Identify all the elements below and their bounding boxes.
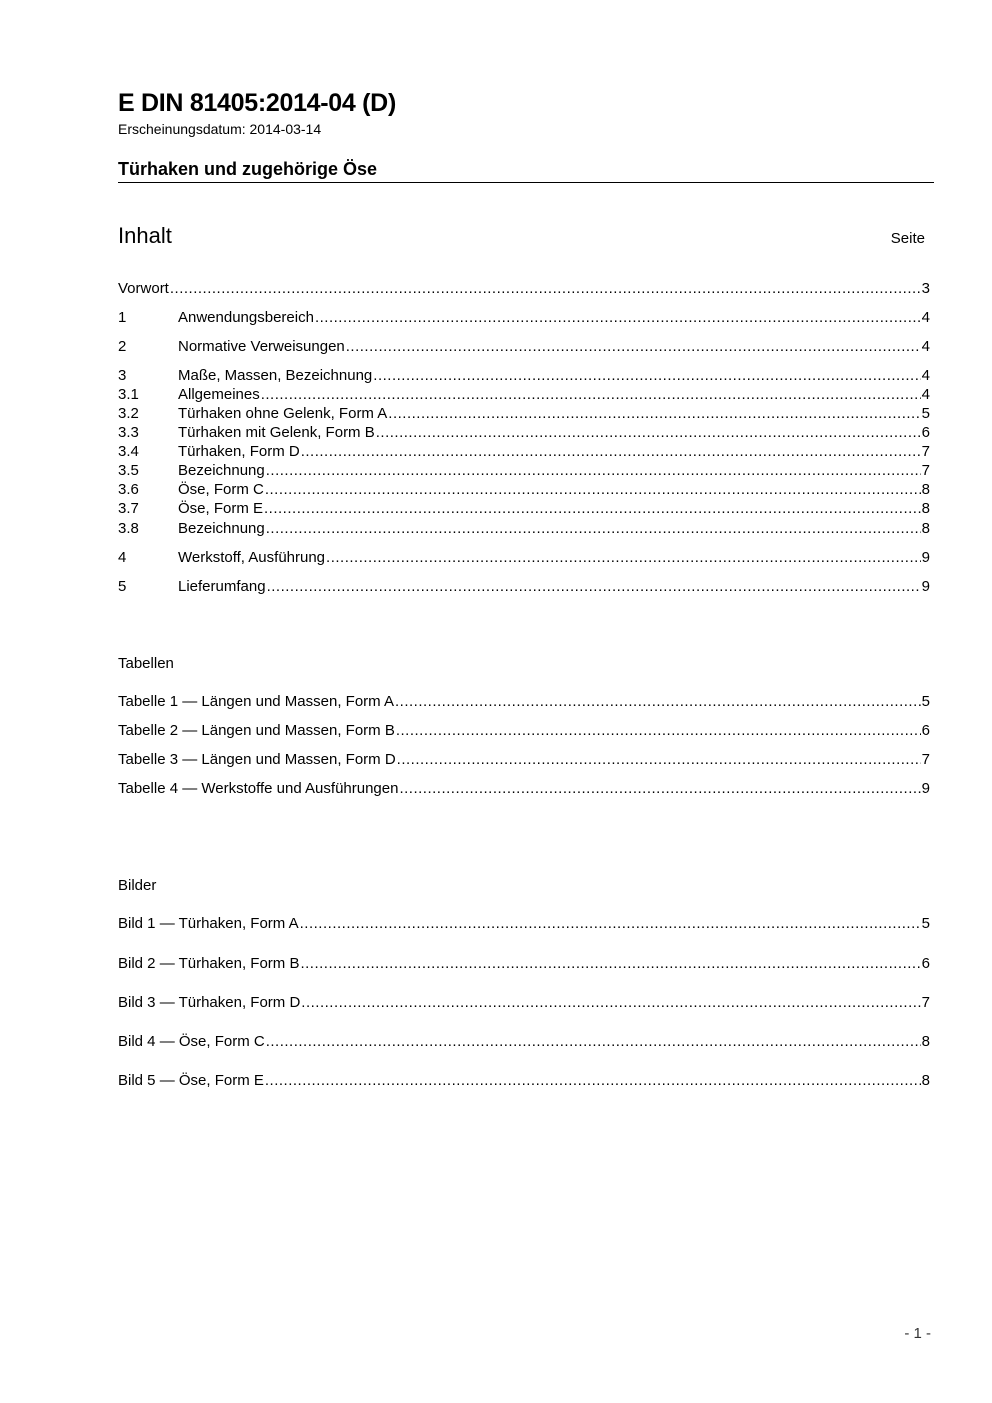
toc-entry[interactable]: [118, 423, 930, 442]
figure-entry-title: Bild 1 — Türhaken, Form A: [118, 915, 299, 932]
toc-entry[interactable]: [118, 461, 930, 480]
figure-entry-page: 8: [921, 1072, 930, 1089]
toc-entry[interactable]: [118, 480, 930, 499]
dot-leader: [376, 423, 921, 442]
dot-leader: [396, 721, 921, 740]
toc-entry-title: Werkstoff, Ausführung: [178, 549, 326, 566]
dot-leader: [264, 499, 921, 518]
toc-entry-title: Anwendungsbereich: [178, 309, 314, 326]
toc-entry-page: 3: [921, 280, 930, 297]
table-entry-page: 7: [921, 751, 930, 768]
table-entry-page: 6: [921, 722, 930, 739]
document-id: E DIN 81405:2014-04 (D): [118, 89, 396, 117]
figure-entry-page: 5: [921, 915, 930, 932]
toc-entry-title: Lieferumfang: [178, 578, 266, 595]
table-entry-title: Tabelle 2 — Längen und Massen, Form B: [118, 722, 395, 739]
toc-entry-number: 3.5: [118, 462, 139, 479]
toc-entry[interactable]: [118, 519, 930, 538]
dot-leader: [266, 519, 921, 538]
page-number: - 1 -: [904, 1325, 931, 1342]
dot-leader: [267, 577, 921, 596]
toc-entry-title: Maße, Massen, Bezeichnung: [178, 367, 373, 384]
figure-entry[interactable]: [118, 1071, 930, 1090]
dot-leader: [265, 1071, 921, 1090]
toc-entry-page: 4: [921, 309, 930, 326]
toc-entry-page: 9: [921, 549, 930, 566]
toc-entry[interactable]: [118, 404, 930, 423]
toc-entry[interactable]: [118, 385, 930, 404]
toc-entry-number: 3: [118, 367, 127, 384]
release-date: Erscheinungsdatum: 2014-03-14: [118, 121, 322, 137]
figure-entry-title: Bild 2 — Türhaken, Form B: [118, 955, 300, 972]
toc-entry-number: 5: [118, 578, 127, 595]
toc-heading: Inhalt: [118, 223, 172, 248]
toc-entry[interactable]: [118, 577, 930, 596]
figures-caption: Bilder: [118, 877, 157, 894]
toc-entry-number: 1: [118, 309, 127, 326]
table-entry-page: 5: [921, 693, 930, 710]
toc-entry-vorwort[interactable]: [118, 279, 930, 298]
tables-caption: Tabellen: [118, 655, 174, 672]
toc-entry-number: 3.7: [118, 500, 139, 517]
dot-leader: [301, 993, 920, 1012]
toc-entry[interactable]: [118, 442, 930, 461]
dot-leader: [170, 279, 921, 298]
figure-entry[interactable]: [118, 993, 930, 1012]
figure-entry-page: 7: [921, 994, 930, 1011]
toc-entry-title: Öse, Form C: [178, 481, 264, 498]
toc-entry-title: Allgemeines: [178, 386, 260, 403]
title-divider: [118, 182, 934, 183]
figure-entry[interactable]: [118, 1032, 930, 1051]
toc-entry-page: 4: [921, 367, 930, 384]
toc-entry-number: 3.2: [118, 405, 139, 422]
dot-leader: [300, 954, 920, 973]
dot-leader: [266, 461, 921, 480]
dot-leader: [301, 442, 921, 461]
toc-entry-page: 8: [921, 520, 930, 537]
figure-entry-title: Bild 4 — Öse, Form C: [118, 1033, 265, 1050]
toc-entry-number: 3.6: [118, 481, 139, 498]
page-column-label: Seite: [890, 230, 925, 247]
toc-entry-page: 7: [921, 462, 930, 479]
document-title: Türhaken und zugehörige Öse: [118, 159, 378, 179]
dot-leader: [265, 480, 921, 499]
table-entry[interactable]: [118, 779, 930, 798]
figure-entry-title: Bild 3 — Türhaken, Form D: [118, 994, 301, 1011]
dot-leader: [373, 366, 920, 385]
dot-leader: [399, 779, 920, 798]
figure-entry-title: Bild 5 — Öse, Form E: [118, 1072, 264, 1089]
table-entry-page: 9: [921, 780, 930, 797]
toc-entry-number: 2: [118, 338, 127, 355]
table-entry-title: Tabelle 4 — Werkstoffe und Ausführungen: [118, 780, 399, 797]
dot-leader: [397, 750, 921, 769]
toc-entry[interactable]: [118, 337, 930, 356]
figure-entry[interactable]: [118, 914, 930, 933]
toc-entry-title: Türhaken, Form D: [178, 443, 300, 460]
toc-entry-page: 5: [921, 405, 930, 422]
toc-entry-number: 3.4: [118, 443, 139, 460]
toc-entry-page: 8: [921, 500, 930, 517]
dot-leader: [261, 385, 921, 404]
toc-entry-number: 4: [118, 549, 127, 566]
toc-entry-number: 3.1: [118, 386, 139, 403]
toc-entry-title: Vorwort: [118, 280, 169, 297]
dot-leader: [300, 914, 921, 933]
toc-entry-number: 3.8: [118, 520, 139, 537]
table-entry[interactable]: [118, 721, 930, 740]
toc-entry[interactable]: [118, 366, 930, 385]
table-entry[interactable]: [118, 692, 930, 711]
toc-entry[interactable]: [118, 548, 930, 567]
toc-entry-page: 7: [921, 443, 930, 460]
figure-entry-page: 6: [921, 955, 930, 972]
dot-leader: [388, 404, 920, 423]
toc-entry-page: 4: [921, 386, 930, 403]
toc-entry[interactable]: [118, 499, 930, 518]
figure-entry-page: 8: [921, 1033, 930, 1050]
toc-entry-title: Normative Verweisungen: [178, 338, 345, 355]
toc-entry-title: Bezeichnung: [178, 462, 265, 479]
dot-leader: [346, 337, 921, 356]
toc-entry-page: 6: [921, 424, 930, 441]
toc-entry-title: Öse, Form E: [178, 500, 264, 517]
dot-leader: [395, 692, 921, 711]
table-entry-title: Tabelle 3 — Längen und Massen, Form D: [118, 751, 396, 768]
toc-entry-page: 8: [921, 481, 930, 498]
dot-leader: [315, 308, 921, 327]
toc-entry-page: 9: [921, 578, 930, 595]
dot-leader: [266, 1032, 921, 1051]
dot-leader: [326, 548, 921, 567]
table-entry-title: Tabelle 1 — Längen und Massen, Form A: [118, 693, 394, 710]
toc-entry-number: 3.3: [118, 424, 139, 441]
toc-entry-title: Türhaken ohne Gelenk, Form A: [178, 405, 388, 422]
toc-entry-title: Türhaken mit Gelenk, Form B: [178, 424, 375, 441]
table-entry[interactable]: [118, 750, 930, 769]
figure-entry[interactable]: [118, 954, 930, 973]
toc-entry-page: 4: [921, 338, 930, 355]
toc-entry[interactable]: [118, 308, 930, 327]
toc-entry-title: Bezeichnung: [178, 520, 265, 537]
